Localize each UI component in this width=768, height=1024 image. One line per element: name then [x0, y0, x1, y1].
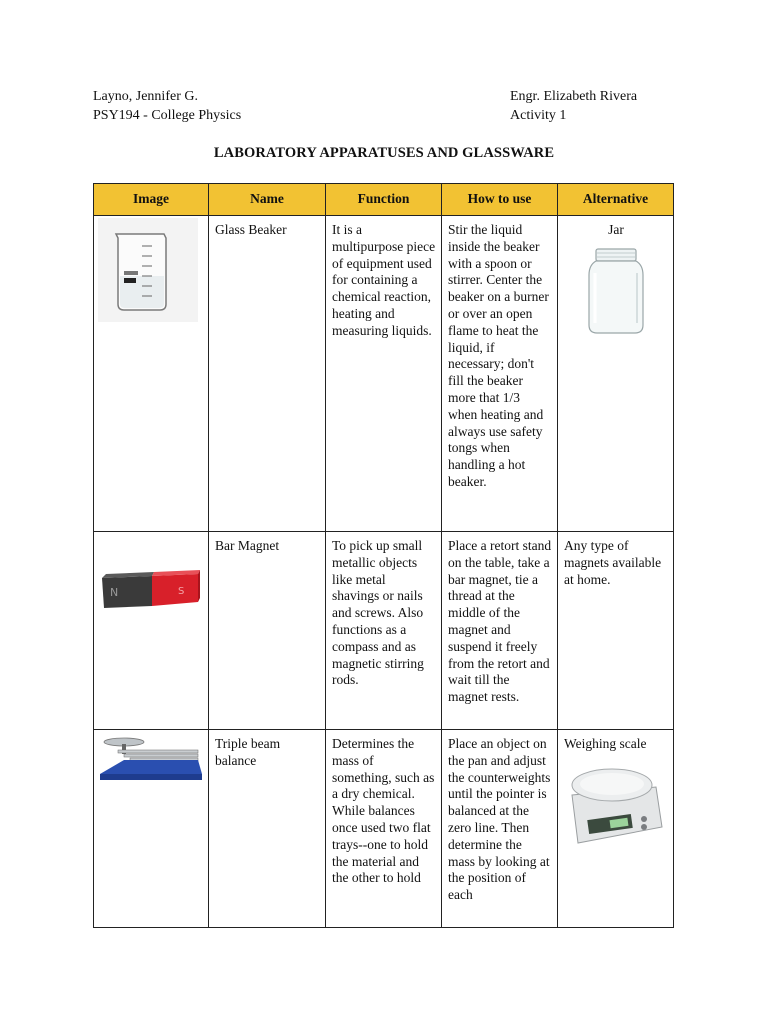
table-header-row	[94, 184, 674, 216]
table-row	[94, 532, 674, 730]
svg-text:S: S	[178, 586, 185, 597]
weighing-scale-image	[566, 757, 666, 849]
column-header-image: Image	[94, 184, 209, 216]
bar-magnet-image	[94, 532, 206, 642]
how-to-use-cell: Place an object on the pan and adjust the counterweights until the pointer is balanced at the zero line. Then determine the mass by looking at the position of each	[442, 730, 558, 928]
alternative-cell	[558, 216, 674, 532]
table-row	[94, 216, 674, 532]
column-header-how-to-use: How to use	[442, 184, 558, 216]
how-to-use-cell: Place a retort stand on the table, take a bar magnet, tie a thread at the middle of the magnet and suspend it freely from the retort and wait till the magnet rests.	[442, 532, 558, 730]
jar-image	[581, 243, 651, 339]
alternative-label: Weighing scale	[564, 736, 647, 751]
alternative-cell	[558, 730, 674, 928]
image-cell	[94, 532, 209, 730]
glass-beaker-image	[94, 216, 204, 326]
alternative-cell: Any type of magnets available at home.	[558, 532, 674, 730]
function-cell: Determines the mass of something, such as a dry chemical. While balances once used two flat trays--one to hold the material and the other to hold	[326, 730, 442, 928]
svg-text:N: N	[110, 586, 119, 599]
triple-beam-balance-image	[94, 730, 206, 790]
function-cell: To pick up small metallic objects like metal shavings or nails and screws. Also functions as a compass and as magnetic stirring rods.	[326, 532, 442, 730]
instructor-name: Engr. Elizabeth Rivera	[510, 89, 638, 104]
name-cell: Glass Beaker	[209, 216, 326, 532]
function-cell: It is a multipurpose piece of equipment used for containing a chemical reaction, heating and measuring liquids.	[326, 216, 442, 532]
apparatus-table	[93, 183, 674, 928]
activity-label: Activity 1	[510, 108, 567, 123]
how-to-use-cell: Stir the liquid inside the beaker with a spoon or stirrer. Center the beaker on a burner or over an open flame to heat the liquid, if necessary; don't fill the beaker more that 1/3 when heating and always use safety tongs when handling a hot beaker.	[442, 216, 558, 532]
student-name: Layno, Jennifer G.	[93, 89, 198, 104]
alternative-label: Jar	[608, 222, 624, 237]
table-row	[94, 730, 674, 928]
name-cell: Bar Magnet	[209, 532, 326, 730]
name-cell: Triple beam balance	[209, 730, 326, 928]
course-code: PSY194 - College Physics	[93, 108, 242, 123]
column-header-alternative: Alternative	[558, 184, 674, 216]
column-header-name: Name	[209, 184, 326, 216]
instructor-info	[510, 87, 637, 125]
image-cell	[94, 730, 209, 928]
column-header-function: Function	[326, 184, 442, 216]
student-info	[93, 87, 241, 125]
image-cell	[94, 216, 209, 532]
document-title: LABORATORY APPARATUSES AND GLASSWARE	[213, 145, 555, 161]
